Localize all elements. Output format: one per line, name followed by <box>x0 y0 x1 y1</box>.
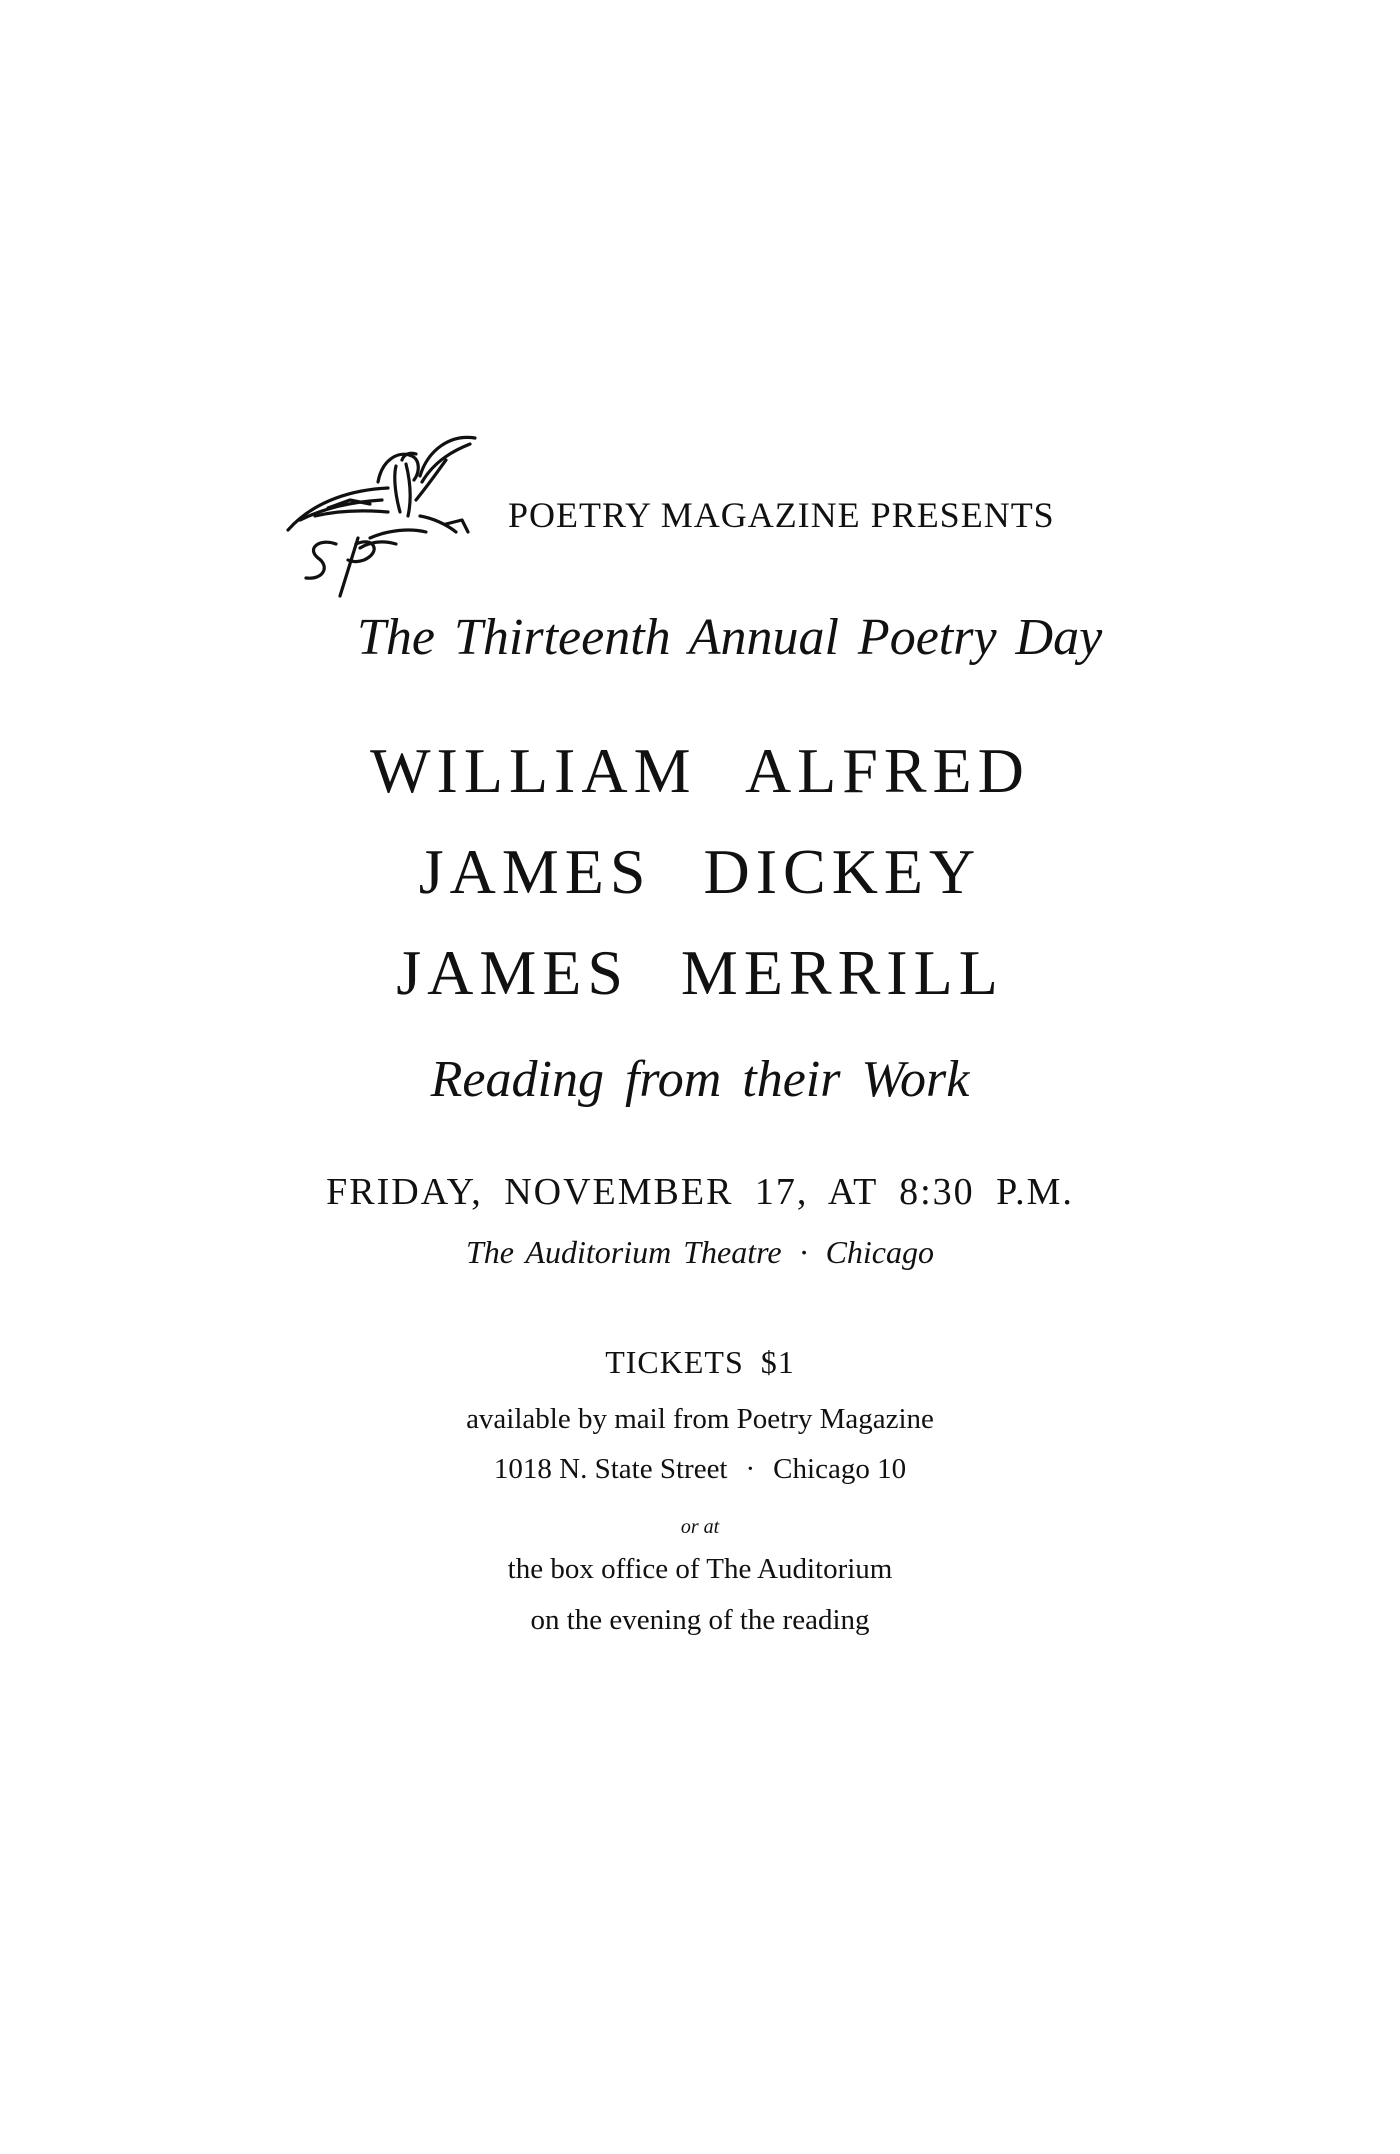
reading-subtitle: Reading from their Work <box>430 1051 970 1108</box>
tickets-heading: TICKETS $1 <box>605 1344 795 1380</box>
venue-place: The Auditorium Theatre <box>466 1234 782 1270</box>
venue-city: Chicago <box>825 1234 934 1270</box>
pegasus-icon <box>270 420 480 600</box>
reader-name: JAMES MERRILL <box>396 937 1004 1008</box>
separator-dot: · <box>799 1234 808 1270</box>
mail-order-line: available by mail from Poetry Magazine <box>466 1403 934 1435</box>
or-at-text: or at <box>680 1516 720 1538</box>
event-title: The Thirteenth Annual Poetry Day <box>357 609 1103 666</box>
address-line <box>0 1453 1400 1486</box>
presenter-heading: POETRY MAGAZINE PRESENTS <box>508 495 1055 535</box>
street-address: 1018 N. State Street <box>493 1453 728 1485</box>
event-date-time: FRIDAY, NOVEMBER 17, AT 8:30 P.M. <box>326 1171 1074 1213</box>
address-city: Chicago 10 <box>773 1453 907 1485</box>
evening-line: on the evening of the reading <box>530 1604 870 1636</box>
venue-line <box>0 1234 1400 1271</box>
separator-dot: · <box>745 1453 756 1485</box>
reader-name: JAMES DICKEY <box>418 836 982 907</box>
reader-name: WILLIAM ALFRED <box>370 735 1030 806</box>
box-office-line: the box office of The Auditorium <box>507 1553 893 1585</box>
